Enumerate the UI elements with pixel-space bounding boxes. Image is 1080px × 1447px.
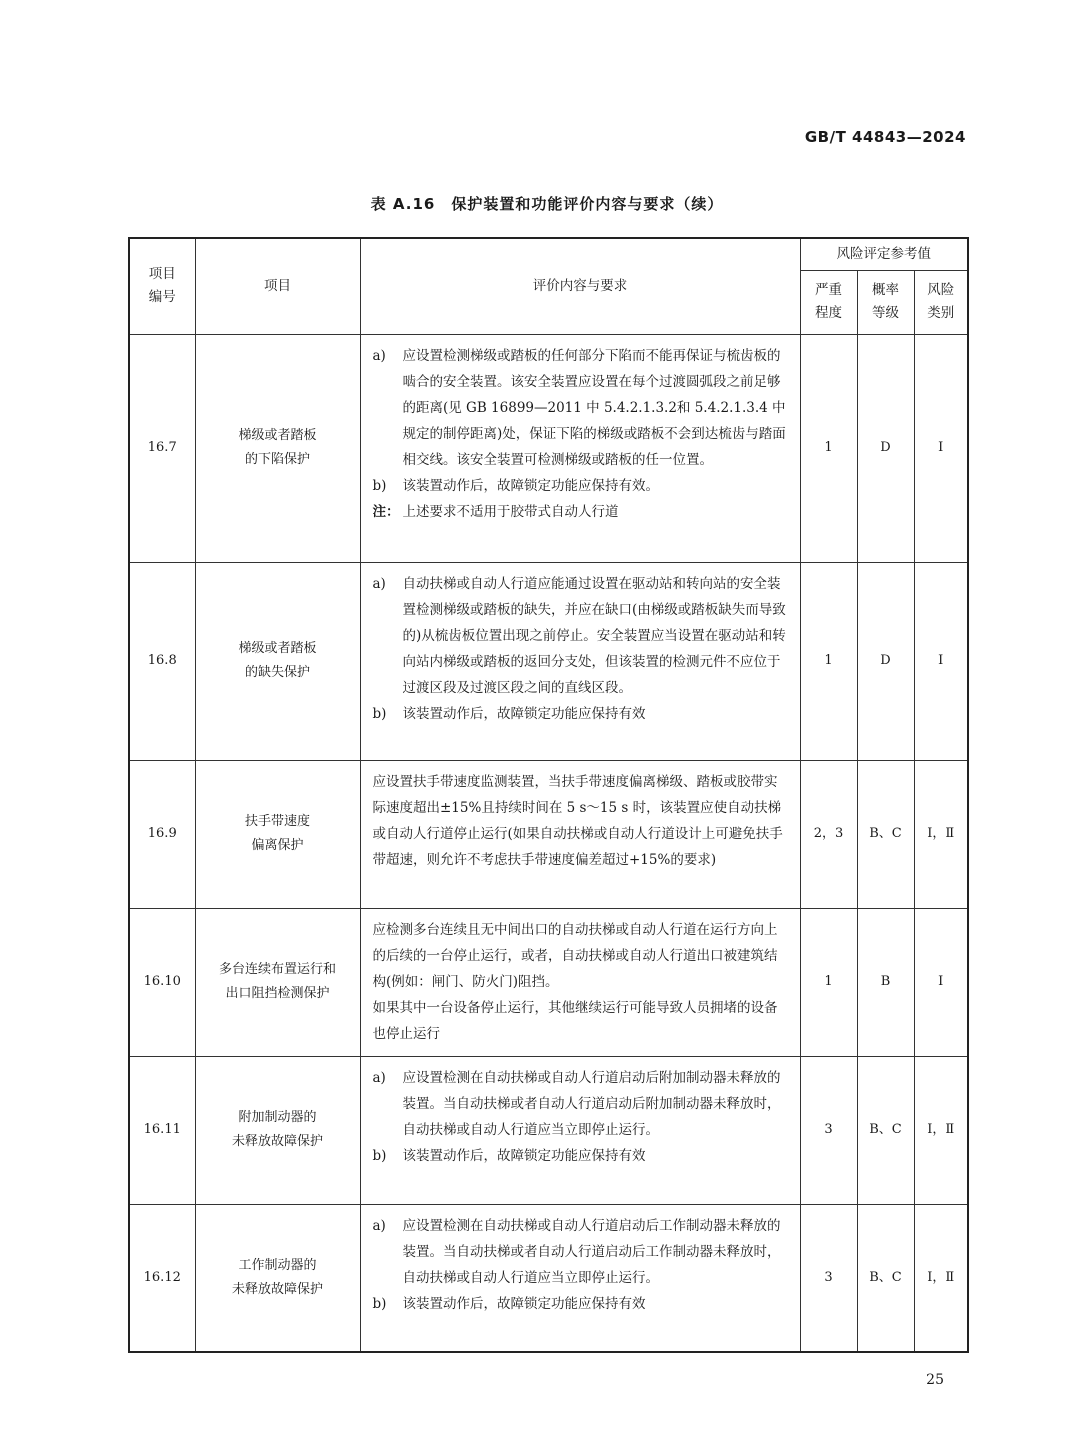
requirement-line xyxy=(373,473,790,499)
risk-category-cell: Ⅰ xyxy=(914,334,968,562)
requirement-line xyxy=(373,769,790,873)
severity-cell: 1 xyxy=(800,908,857,1056)
header-risk-category: 风险 类别 xyxy=(914,270,968,334)
item-name-cell: 梯级或者踏板 的下陷保护 xyxy=(195,334,360,562)
requirement-text: 自动扶梯或自动人行道应能通过设置在驱动站和转向站的安全装置检测梯级或踏板的缺失，并应在缺口(由梯级或踏板缺失而导致的)从梳齿板位置出现之前停止。安全装置应当设置在驱动站和转向站内梯级或踏板的返回分支处，但该装置的检测元件不应位于过渡区段及过渡区段之间的直线区段。 xyxy=(402,575,786,696)
requirement-text: 该装置动作后，故障锁定功能应保持有效 xyxy=(402,1147,646,1164)
requirements-cell xyxy=(360,562,800,760)
requirement-marker: a) xyxy=(372,575,386,592)
item-name-cell: 附加制动器的 未释放故障保护 xyxy=(195,1056,360,1204)
requirement-text: 该装置动作后，故障锁定功能应保持有效 xyxy=(402,705,646,722)
requirement-text: 应设置检测在自动扶梯或自动人行道启动后附加制动器未释放的装置。当自动扶梯或者自动人行道启动后附加制动器未释放时，自动扶梯或自动人行道应当立即停止运行。 xyxy=(402,1069,781,1138)
evaluation-table xyxy=(128,237,969,1353)
risk-category-cell: Ⅰ xyxy=(914,908,968,1056)
requirement-text: 该装置动作后，故障锁定功能应保持有效。 xyxy=(402,477,659,494)
requirements-cell xyxy=(360,1056,800,1204)
requirements-cell xyxy=(360,760,800,908)
header-requirements: 评价内容与要求 xyxy=(360,238,800,334)
requirement-line xyxy=(373,1291,790,1317)
item-name-cell: 梯级或者踏板 的缺失保护 xyxy=(195,562,360,760)
requirement-line xyxy=(373,995,790,1047)
requirement-line xyxy=(373,1143,790,1169)
header-item-no: 项目 编号 xyxy=(129,238,195,334)
probability-cell: B xyxy=(857,908,914,1056)
requirement-line xyxy=(373,1213,790,1291)
table-row xyxy=(129,1056,968,1204)
requirement-marker: a) xyxy=(372,1069,386,1086)
requirement-line xyxy=(373,1065,790,1143)
header-severity: 严重 程度 xyxy=(800,270,857,334)
requirement-line xyxy=(373,343,790,473)
risk-category-cell: Ⅰ，Ⅱ xyxy=(914,1056,968,1204)
header-item: 项目 xyxy=(195,238,360,334)
requirement-text: 如果其中一台设备停止运行，其他继续运行可能导致人员拥堵的设备也停止运行 xyxy=(372,999,778,1042)
severity-cell: 1 xyxy=(800,334,857,562)
risk-category-cell: Ⅰ，Ⅱ xyxy=(914,760,968,908)
table-row xyxy=(129,908,968,1056)
requirement-text: 该装置动作后，故障锁定功能应保持有效 xyxy=(402,1295,646,1312)
header-risk-reference: 风险评定参考值 xyxy=(800,238,968,270)
requirement-text: 应设置检测梯级或踏板的任何部分下陷而不能再保证与梳齿板的啮合的安全装置。该安全装置应设置在每个过渡圆弧段之前足够的距离(见 GB 16899—2011 中 5.4.2.1.3.2和 5.4.2.1.3.4 中规定的制停距离)处，保证下陷的梯级或踏板不会到达梳齿与踏面相交线。该安全装置可检测梯级或踏板的任一位置。 xyxy=(402,347,786,468)
severity-cell: 1 xyxy=(800,562,857,760)
item-number-cell: 16.10 xyxy=(129,908,195,1056)
requirement-text: 应设置扶手带速度监测装置，当扶手带速度偏离梯级、踏板或胶带实际速度超出±15%且持续时间在 5 s～15 s 时，该装置应使自动扶梯或自动人行道停止运行(如果自动扶梯或自动人行道设计上可避免扶手带超速，则允许不考虑扶手带速度偏差超过+15%的要求) xyxy=(372,773,783,868)
requirement-line xyxy=(373,701,790,727)
item-name-cell: 扶手带速度 偏离保护 xyxy=(195,760,360,908)
requirements-cell xyxy=(360,334,800,562)
requirement-marker: a) xyxy=(372,347,386,364)
probability-cell: B、C xyxy=(857,760,914,908)
probability-cell: D xyxy=(857,562,914,760)
page-number: 25 xyxy=(926,1372,944,1388)
table-row xyxy=(129,334,968,562)
item-number-cell: 16.9 xyxy=(129,760,195,908)
requirement-line xyxy=(373,499,790,525)
requirements-cell xyxy=(360,1204,800,1352)
item-number-cell: 16.8 xyxy=(129,562,195,760)
requirement-line xyxy=(373,917,790,995)
item-name-cell: 工作制动器的 未释放故障保护 xyxy=(195,1204,360,1352)
item-number-cell: 16.7 xyxy=(129,334,195,562)
requirement-line xyxy=(373,571,790,701)
severity-cell: 2，3 xyxy=(800,760,857,908)
table-row xyxy=(129,1204,968,1352)
requirement-marker: b) xyxy=(372,477,387,494)
probability-cell: B、C xyxy=(857,1056,914,1204)
table-row xyxy=(129,562,968,760)
severity-cell: 3 xyxy=(800,1204,857,1352)
requirements-cell xyxy=(360,908,800,1056)
item-number-cell: 16.12 xyxy=(129,1204,195,1352)
requirement-marker: b) xyxy=(372,1295,387,1312)
standard-number: GB/T 44843—2024 xyxy=(804,128,966,146)
requirement-marker: b) xyxy=(372,1147,387,1164)
requirement-marker: 注： xyxy=(372,503,400,520)
header-probability: 概率 等级 xyxy=(857,270,914,334)
probability-cell: B、C xyxy=(857,1204,914,1352)
requirement-marker: a) xyxy=(372,1217,386,1234)
item-number-cell: 16.11 xyxy=(129,1056,195,1204)
requirement-text: 上述要求不适用于胶带式自动人行道 xyxy=(402,503,619,520)
requirement-text: 应设置检测在自动扶梯或自动人行道启动后工作制动器未释放的装置。当自动扶梯或者自动人行道启动后工作制动器未释放时，自动扶梯或自动人行道应当立即停止运行。 xyxy=(402,1217,781,1286)
item-name-cell: 多台连续布置运行和 出口阻挡检测保护 xyxy=(195,908,360,1056)
severity-cell: 3 xyxy=(800,1056,857,1204)
requirement-text: 应检测多台连续且无中间出口的自动扶梯或自动人行道在运行方向上的后续的一台停止运行，或者，自动扶梯或自动人行道出口被建筑结构(例如：闸门、防火门)阻挡。 xyxy=(372,921,778,990)
requirement-marker: b) xyxy=(372,705,387,722)
probability-cell: D xyxy=(857,334,914,562)
table-title: 表 A.16 保护装置和功能评价内容与要求（续） xyxy=(370,195,724,213)
table-row xyxy=(129,760,968,908)
risk-category-cell: Ⅰ，Ⅱ xyxy=(914,1204,968,1352)
risk-category-cell: Ⅰ xyxy=(914,562,968,760)
